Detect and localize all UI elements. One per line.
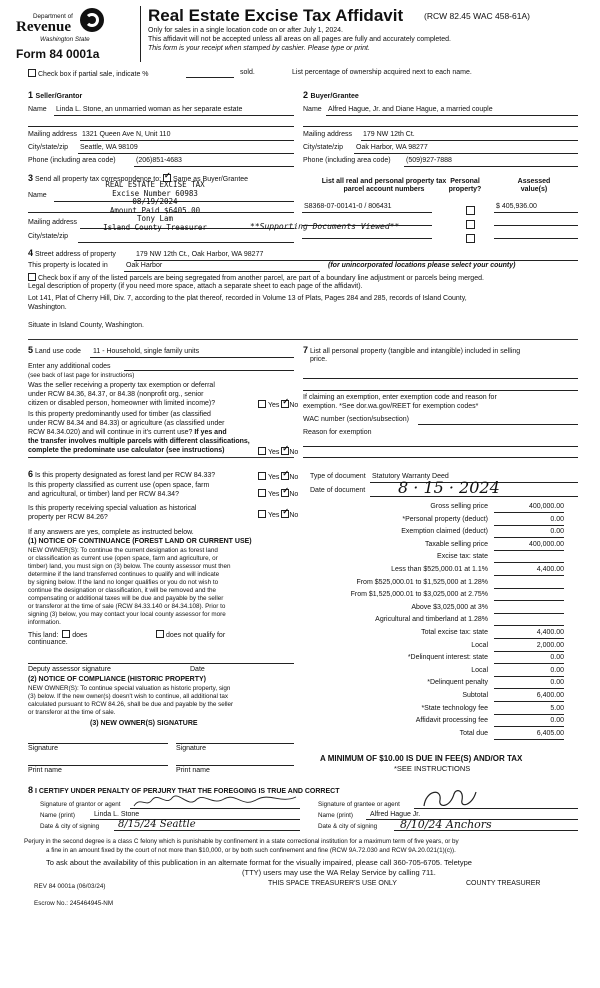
new-owner-print-line-1[interactable] <box>28 765 168 766</box>
q-exemption-no-box[interactable] <box>281 400 289 408</box>
seller-name-label: Name <box>28 106 47 113</box>
treasurer-stamp <box>80 181 230 232</box>
see-instructions-note: *SEE INSTRUCTIONS <box>394 764 471 773</box>
compliance-text-2: (3) below. If the new owner(s) doesn't wish to continue, all additional tax <box>28 693 229 700</box>
accessibility-text-2: (TTY) users may use the WA Relay Service by calling 711. <box>242 868 436 877</box>
compliance-text-3: calculated pursuant to RCW 84.26, shall be due and payable by the seller <box>28 701 234 708</box>
grantor-date-label: Date & city of signing <box>40 823 100 830</box>
document-date-line <box>370 496 578 497</box>
tax-row-value[interactable]: 400,000.00 <box>528 503 564 510</box>
continuance-text-5: by signing below. If the land no longer qualifies or you do not wish to <box>28 579 219 586</box>
tax-row-label: Above $3,025,000 at 3% <box>411 604 488 611</box>
q-timber-2: under RCW 84.34 and 84.33) or agriculture (as classified under <box>28 420 225 427</box>
land-does-not-box[interactable] <box>156 630 164 638</box>
answers-yes-note: If any answers are yes, complete as instructed below. <box>28 529 194 536</box>
continuance-text-7: compensating or additional taxes will be due and payable by the seller <box>28 595 224 602</box>
section3-mail-label: Mailing address <box>28 219 78 226</box>
reason-line-1 <box>303 446 578 447</box>
tax-row-value[interactable]: 0.00 <box>550 717 564 724</box>
tax-row-value[interactable]: 4,400.00 <box>536 629 564 636</box>
buyer-city-value[interactable]: Oak Harbor, WA 98277 <box>356 144 428 151</box>
q-historic-no-box[interactable] <box>281 510 289 518</box>
minimum-fee-note: A MINIMUM OF $10.00 IS DUE IN FEE(S) AND/OR TAX <box>320 754 523 763</box>
buyer-name-label: Name <box>303 106 322 113</box>
tax-row-label: *Delinquent penalty <box>427 679 488 686</box>
tax-row-label: Exemption claimed (deduct) <box>401 528 488 535</box>
additional-codes-note: (see back of last page for instructions) <box>28 372 135 379</box>
legal-desc-1: Lot 141, Plat of Cherry Hill, Div. 7, according to the plat thereof, recorded in Volume 13 of Plats, Pages 284 and 285, records of Island County, <box>28 295 467 302</box>
seller-name-line <box>54 115 294 116</box>
certify-heading: 8 I CERTIFY UNDER PENALTY OF PERJURY THAT THE FOREGOING IS TRUE AND CORRECT <box>28 785 340 795</box>
print-name-label-1: Print name <box>28 767 62 774</box>
treasurer-space-label: THIS SPACE TREASURER'S USE ONLY <box>268 880 397 887</box>
q-forest-answer: Yes ✓ No <box>258 472 298 482</box>
q-exemption-yes-box[interactable] <box>258 400 266 408</box>
buyer-heading: 2 Buyer/Grantee <box>303 90 359 100</box>
tax-row-label: From $525,000.01 to $1,525,000 at 1.28% <box>356 579 488 586</box>
grantor-signature-label: Signature of grantor or agent <box>40 801 121 808</box>
document-type-label: Type of document <box>310 473 366 480</box>
personal-property-line-1 <box>303 378 578 379</box>
tax-row-line <box>494 613 564 614</box>
q-current-use-yes-box[interactable] <box>258 489 266 497</box>
tax-row-label: Local <box>471 667 488 674</box>
located-label: This property is located in <box>28 262 108 269</box>
tax-row-line <box>494 537 564 538</box>
grantee-date-label: Date & city of signing <box>318 823 378 830</box>
stamp-line-2: Excise Number 60983 <box>112 188 198 198</box>
tax-row-value[interactable]: 0.00 <box>550 516 564 523</box>
document-date-label: Date of document <box>310 487 366 494</box>
buyer-name-line-2 <box>303 126 578 127</box>
personal-property-line-2 <box>303 390 578 391</box>
personal-property-label: 7 List all personal property (tangible and intangible) included in selling <box>303 345 521 355</box>
partial-sale-checkbox[interactable] <box>28 69 36 77</box>
q-exemption-3: citizen or disabled person, homeowner with limited income)? <box>28 400 216 407</box>
continuance-text-4: determine if the land transferred continues to qualify and will indicate <box>28 571 220 578</box>
tax-row-label: Total due <box>459 730 488 737</box>
tax-row-line <box>494 525 564 526</box>
does-not-qualify: does not qualify for <box>156 630 225 640</box>
header-line-2: This affidavit will not be accepted unless all areas on all pages are fully and accurately completed. <box>148 36 451 43</box>
seller-heading: 1 Seller/Grantor <box>28 90 83 100</box>
tax-row-value[interactable]: 2,000.00 <box>536 642 564 649</box>
grantor-signature <box>132 794 300 810</box>
tax-row-value[interactable]: 0.00 <box>550 679 564 686</box>
grantor-date-value[interactable]: 8/15/24 Seattle <box>118 819 196 830</box>
partial-percent-field[interactable] <box>186 77 234 78</box>
tax-row-line <box>494 638 564 639</box>
compliance-text-4: or transferor at the time of sale. <box>28 709 116 716</box>
tax-row-line <box>494 739 564 740</box>
deputy-line <box>28 663 294 664</box>
dept-label: Department of <box>33 13 73 20</box>
buyer-name-line <box>326 115 578 116</box>
tax-row-line <box>494 701 564 702</box>
tax-row-line <box>494 575 564 576</box>
seller-name-value[interactable]: Linda L. Stone, an unmarried woman as her separate estate <box>56 106 243 113</box>
q-current-use-2: and agricultural, or timber) land per RCW 84.34? <box>28 491 179 498</box>
tax-row-line <box>494 714 564 715</box>
buyer-phone-label: Phone (including area code) <box>303 157 391 164</box>
signature-label-2: Signature <box>176 745 206 752</box>
buyer-city-line <box>354 153 578 154</box>
q-exemption-1: Was the seller receiving a property tax exemption or deferral <box>28 382 215 389</box>
seller-phone-line <box>134 166 294 167</box>
tax-row-line <box>494 663 564 664</box>
form-number: Form 84 0001a <box>16 47 100 61</box>
tax-row-line <box>494 625 564 626</box>
grantee-name-value[interactable]: Alfred Hague Jr. <box>370 811 421 818</box>
tax-row-line <box>494 588 564 589</box>
seller-mail-label: Mailing address <box>28 131 78 138</box>
revision-label: REV 84 0001a (06/03/24) <box>34 883 106 890</box>
q-forest: 6 Is this property designated as forest land per RCW 84.33? <box>28 469 216 479</box>
tax-row-label: Affidavit processing fee <box>415 717 488 724</box>
document-type-value[interactable]: Statutory Warranty Deed <box>372 473 449 480</box>
located-value[interactable]: Oak Harbor <box>126 262 163 269</box>
grantee-date-line <box>394 830 578 831</box>
tax-row-value[interactable]: 5.00 <box>550 705 564 712</box>
buyer-mail-value[interactable]: 179 NW 12th Ct. <box>363 131 415 138</box>
tax-row-value[interactable]: 400,000.00 <box>528 541 564 548</box>
land-does-box[interactable] <box>62 630 70 638</box>
new-owner-signature-line-2[interactable] <box>176 743 294 744</box>
q-forest-yes-box[interactable] <box>258 472 266 480</box>
reason-line-2 <box>303 457 578 458</box>
segregated-checkbox[interactable] <box>28 273 36 281</box>
header-line-3: This form is your receipt when stamped by cashier. Please type or print. <box>148 45 370 52</box>
county-treasurer-label: COUNTY TREASURER <box>466 880 541 887</box>
tax-row-line <box>494 562 564 563</box>
tax-row-line <box>494 676 564 677</box>
q-current-use-1: Is this property classified as current use (open space, farm <box>28 482 210 489</box>
tax-row-label: *Delinquent interest: state <box>407 654 488 661</box>
new-owner-signature-line-1[interactable] <box>28 743 168 744</box>
washington-label: Washington State <box>40 36 90 43</box>
continuance-text-1: NEW OWNER(S): To continue the current designation as forest land <box>28 547 218 554</box>
perjury-text-2: a fine in an amount fixed by the court of not more than $10,000, or by both such confinement and fine (RCW 9A.72.030 and RCW 9A.20.021(1)(c)). <box>46 847 456 854</box>
this-land-row: This land: does <box>28 632 88 639</box>
tax-row-label: *Personal property (deduct) <box>402 516 488 523</box>
unincorporated-note: (for unincorporated locations please select your county) <box>328 262 516 269</box>
compliance-text-1: NEW OWNER(S): To continue special valuation as historic property, sign <box>28 685 231 692</box>
street-address-line <box>134 260 578 261</box>
section3-label: 3 Send all property tax correspondence to: ✓ Same as Buyer/Grantee <box>28 174 248 184</box>
continuance-text-6: continue the designation or classification, it will be removed and the <box>28 587 216 594</box>
section3-city-line <box>78 242 294 243</box>
partial-sale-row <box>28 69 149 79</box>
signature-label-1: Signature <box>28 745 58 752</box>
personal-header: Personal property? <box>448 178 482 193</box>
q-timber-yes-box[interactable] <box>258 447 266 455</box>
document-date-value[interactable]: 8 · 15 · 2024 <box>398 478 500 497</box>
additional-codes-line <box>124 370 294 371</box>
q-timber-5: complete the predominate use calculator (see instructions) <box>28 447 225 454</box>
buyer-city-label: City/state/zip <box>303 144 344 151</box>
seller-name-line-2 <box>28 126 294 127</box>
q-historic-2: property per RCW 84.26? <box>28 514 108 521</box>
print-name-label-2: Print name <box>176 767 210 774</box>
personal-property-label-2: price. <box>310 356 328 363</box>
seller-city-value[interactable]: Seattle, WA 98109 <box>80 144 138 151</box>
supporting-documents-stamp: **Supporting Documents Viewed** <box>250 222 400 231</box>
wac-label: WAC number (section/subsection) <box>303 416 409 423</box>
deputy-date-label: Date <box>190 666 205 673</box>
q-current-use-answer: Yes ✓ No <box>258 489 298 499</box>
seller-city-line <box>78 153 294 154</box>
reason-label: Reason for exemption <box>303 429 372 436</box>
grantee-name-label: Name (print) <box>318 812 353 819</box>
compliance-heading: (2) NOTICE OF COMPLIANCE (HISTORIC PROPERTY) <box>28 676 206 683</box>
buyer-mail-line <box>361 140 578 141</box>
tax-row-value[interactable]: 4,400.00 <box>536 566 564 573</box>
q-historic-yes-box[interactable] <box>258 510 266 518</box>
header-line-1: Only for sales in a single location code on or after July 1, 2024. <box>148 27 343 34</box>
tax-row-line <box>494 726 564 727</box>
page-title: Real Estate Excise Tax Affidavit <box>148 6 404 25</box>
tax-row-value[interactable]: 0.00 <box>550 667 564 674</box>
continuance-text-2: or classification as current use (open space, farm and agriculture, or <box>28 555 218 562</box>
grantee-date-value[interactable]: 8/10/24 Anchors <box>400 818 492 831</box>
q-historic-answer: Yes ✓ No <box>258 510 298 520</box>
section4-bottom-rule <box>28 339 578 340</box>
seller-mail-line <box>80 140 294 141</box>
continuance-text-9: signing (3) below, you may contact your local county assessor for more <box>28 611 226 618</box>
land-use-row: 5 Land use code <box>28 345 81 355</box>
tax-row-line <box>494 600 564 601</box>
seller-city-label: City/state/zip <box>28 144 69 151</box>
tax-row-value[interactable]: 6,400.00 <box>536 692 564 699</box>
continuance-heading: (1) NOTICE OF CONTINUANCE (FOREST LAND OR CURRENT USE) <box>28 538 252 545</box>
assessed-value[interactable]: $ 405,936.00 <box>496 203 537 210</box>
q-forest-no-box[interactable] <box>281 472 289 480</box>
continuance-label: continuance. <box>28 639 68 646</box>
continuance-text-10: information. <box>28 619 61 626</box>
q-exemption-answer: Yes ✓ No <box>258 400 298 410</box>
stamp-line-3: 08/19/2024 <box>132 197 178 206</box>
partial-sale-label: Check box if partial sale, indicate % <box>38 71 149 78</box>
tax-row-label: Agricultural and timberland at 1.28% <box>375 616 488 623</box>
stamp-line-4: Amount Paid $6405.00 <box>109 205 201 215</box>
tax-row-line <box>494 651 564 652</box>
legal-label: Legal description of property (if you need more space, attach a separate sheet to each page of the affidavit). <box>28 283 363 290</box>
buyer-name-value[interactable]: Alfred Hague, Jr. and Diane Hague, a married couple <box>328 106 493 113</box>
q-current-use-no-box[interactable] <box>281 489 289 497</box>
parcel-line-1 <box>302 212 432 213</box>
escrow-number: Escrow No.: 245464945-NM <box>34 900 114 907</box>
accessibility-text-1: To ask about the availability of this publication in an alternate format for the visually impaired, please call 360-705-6705. Teletype <box>46 858 472 867</box>
tax-row-label: Excise tax: state <box>437 553 488 560</box>
grantee-signature-label: Signature of grantee or agent <box>318 801 400 808</box>
continuance-text-8: or transferor at the time of sale (RCW 84.33.140 or 84.34.108). Prior to <box>28 603 226 610</box>
rcw-reference: (RCW 82.45 WAC 458-61A) <box>424 11 530 21</box>
tax-row-label: Less than $525,000.01 at 1.1% <box>391 566 488 573</box>
perjury-text-1: Perjury in the second degree is a class C felony which is punishable by confinement in a state correctional institution for a maximum term of five years, or by <box>24 838 459 845</box>
land-use-value[interactable]: 11 - Household, single family units <box>93 348 200 355</box>
q-timber-3: RCW 84.34.020) and will continue in it's current use? If yes and <box>28 429 227 436</box>
new-owner-print-line-2[interactable] <box>176 765 294 766</box>
buyer-phone-line <box>404 166 578 167</box>
revenue-logo-text: Revenue <box>16 19 71 35</box>
grantor-name-label: Name (print) <box>40 812 75 819</box>
personal-checkbox-3[interactable] <box>466 230 475 248</box>
revenue-logo-icon <box>80 8 104 32</box>
header-divider <box>140 6 141 62</box>
assessed-header: Assessed value(s) <box>517 178 551 193</box>
exemption-text-2: exemption. *See dor.wa.gov/REET for exemption codes* <box>303 403 479 410</box>
parcel-line-3 <box>302 238 432 239</box>
segregated-row: Check box if any of the listed parcels are being segregated from another parcel, are part of a boundary line adjustment or parcels being merged. <box>28 273 484 283</box>
tax-row-label: Total excise tax: state <box>421 629 488 636</box>
parcel-header: List all real and personal property tax parcel account numbers <box>321 178 447 193</box>
continuance-text-3: timber) land, you must sign on (3) below. The county assessor must then <box>28 563 231 570</box>
q-timber-no-box[interactable] <box>281 447 289 455</box>
section3-city-label: City/state/zip <box>28 233 69 240</box>
grantor-date-line <box>114 830 300 831</box>
tax-row-line <box>494 550 564 551</box>
q-exemption-2: under RCW 84.36, 84.37, or 84.38 (nonprofit org., senior <box>28 391 204 398</box>
assessed-line-1 <box>494 212 578 213</box>
tax-row-value[interactable]: 0.00 <box>550 654 564 661</box>
parcel-number[interactable]: S8368-07-00141-0 / 806431 <box>304 203 392 210</box>
tax-row-label: Taxable selling price <box>424 541 488 548</box>
tax-row-label: *State technology fee <box>421 705 488 712</box>
section3-name-label: Name <box>28 192 47 199</box>
land-use-line <box>90 357 294 358</box>
tax-row-value[interactable]: 6,405.00 <box>536 730 564 737</box>
tax-row-label: Gross selling price <box>430 503 488 510</box>
deputy-signature-label: Deputy assessor signature <box>28 666 111 673</box>
located-line <box>124 271 320 272</box>
buyer-phone-value[interactable]: (509)927-7888 <box>406 157 452 164</box>
buyer-mail-label: Mailing address <box>303 131 353 138</box>
seller-phone-value[interactable]: (206)851-4683 <box>136 157 182 164</box>
q-historic-1: Is this property receiving special valuation as historical <box>28 505 197 512</box>
stamp-line-5: Tony Lam <box>136 214 174 223</box>
seller-mail-value[interactable]: 1321 Queen Ave N, Unit 110 <box>82 131 171 138</box>
assessed-line-3 <box>494 238 578 239</box>
wac-line <box>418 424 578 425</box>
seller-phone-label: Phone (including area code) <box>28 157 116 164</box>
exemption-text-1: If claiming an exemption, enter exemption code and reason for <box>303 394 497 401</box>
q-timber-answer: Yes ✓ No <box>258 447 298 457</box>
tax-row-label: Local <box>471 642 488 649</box>
grantor-name-value[interactable]: Linda L. Stone <box>94 811 140 818</box>
tax-row-value[interactable]: 0.00 <box>550 528 564 535</box>
grantee-signature <box>420 786 480 812</box>
street-address-row: 4 Street address of property <box>28 248 116 258</box>
stamp-line-6: Island County Treasurer <box>103 222 207 232</box>
street-address-value[interactable]: 179 NW 12th Ct., Oak Harbor, WA 98277 <box>136 251 264 258</box>
tax-row-label: Subtotal <box>462 692 488 699</box>
stamp-line-1: REAL ESTATE EXCISE TAX <box>105 180 205 189</box>
additional-codes-label: Enter any additional codes <box>28 363 111 370</box>
tax-row-line <box>494 512 564 513</box>
tax-row-label: From $1,525,000.01 to $3,025,000 at 2.75% <box>350 591 488 598</box>
situate-text: Situate in Island County, Washington. <box>28 322 144 329</box>
legal-desc-2: Washington. <box>28 304 67 311</box>
parcel-line-2 <box>302 225 432 226</box>
tax-row-line <box>494 688 564 689</box>
new-owner-signature-heading: (3) NEW OWNER(S) SIGNATURE <box>90 720 198 727</box>
q-timber-1: Is this property predominantly used for timber (as classified <box>28 411 211 418</box>
partial-sold-label: sold. <box>240 69 255 76</box>
assessed-line-2 <box>494 225 578 226</box>
q-timber-4: the transfer involves multiple parcels with different classifications, <box>28 438 250 445</box>
section5-bottom-rule <box>28 457 294 458</box>
ownership-note: List percentage of ownership acquired next to each name. <box>292 69 472 76</box>
